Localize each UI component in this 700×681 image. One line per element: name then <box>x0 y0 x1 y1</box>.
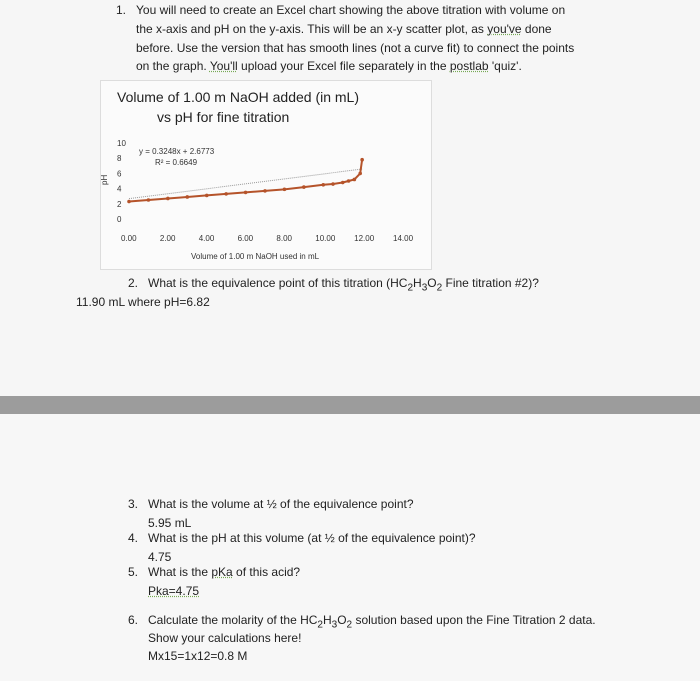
divider-band <box>0 396 700 414</box>
data-point <box>147 198 151 202</box>
q3-number: 3. <box>128 497 139 511</box>
data-point <box>263 189 267 193</box>
q2-answer: 11.90 mL where pH=6.82 <box>76 295 210 309</box>
q1-line2: the x-axis and pH on the y-axis. This will be an x-y scatter plot, as you've done <box>136 22 552 36</box>
y-tick-label: 4 <box>117 184 122 194</box>
q4-number: 4. <box>128 531 139 545</box>
r-squared: R² = 0.6649 <box>155 158 198 167</box>
data-point <box>358 172 362 176</box>
x-tick-label: 4.00 <box>198 234 215 243</box>
y-tick-label: 6 <box>117 169 122 179</box>
q1-line4: on the graph. You'll upload your Excel file separately in the postlab 'quiz'. <box>136 59 522 73</box>
q4-question: What is the pH at this volume (at ½ of the equivalence point)? <box>148 531 476 545</box>
q1-line3: before. Use the version that has smooth lines (not a curve fit) to connect the points <box>136 41 575 55</box>
q5-number: 5. <box>128 565 139 579</box>
q5-question: What is the pKa of this acid? <box>148 565 301 579</box>
y-tick-label: 2 <box>117 199 122 209</box>
data-point <box>347 179 351 183</box>
q2-question: What is the equivalence point of this titration ($HC_2H_3O_2$ Fine titration #2)? <box>148 276 539 294</box>
q6-answer: Mx15=1x12=0.8 M <box>148 649 248 663</box>
data-point <box>321 183 325 187</box>
q5-answer: Pka=4.75 <box>148 584 200 598</box>
data-point <box>166 197 170 201</box>
y-axis-label: pH <box>100 174 109 185</box>
y-tick-label: 8 <box>117 154 122 164</box>
data-point <box>341 181 345 185</box>
x-tick-label: 14.00 <box>393 234 414 243</box>
data-point <box>127 200 131 204</box>
x-tick-label: 2.00 <box>159 234 176 243</box>
bottom-panel <box>0 414 700 681</box>
q1-line1: You will need to create an Excel chart showing the above titration with volume on <box>136 3 566 17</box>
q1-number: 1. <box>116 3 127 17</box>
q3-question: What is the volume at ½ of the equivalence point? <box>148 497 414 511</box>
youve-link: you've <box>487 22 522 36</box>
chart-title-line2: vs pH for fine titration <box>157 109 290 125</box>
data-point <box>244 191 248 195</box>
x-tick-label: 12.00 <box>354 234 375 243</box>
q2-number: 2. <box>128 276 139 290</box>
q6-line2: Show your calculations here! <box>148 631 302 645</box>
data-point <box>205 194 209 198</box>
x-tick-label: 6.00 <box>237 234 254 243</box>
titration-chart <box>100 80 432 270</box>
data-point <box>185 195 189 199</box>
data-point <box>353 178 357 182</box>
trendline-equation: y = 0.3248x + 2.6773 <box>139 147 215 156</box>
x-tick-label: 10.00 <box>315 234 336 243</box>
chart-title-line1: Volume of 1.00 m NaOH added (in mL) <box>117 89 360 105</box>
x-axis-label: Volume of 1.00 m NaOH used in mL <box>191 252 320 261</box>
data-point <box>331 182 335 186</box>
x-tick-label: 8.00 <box>276 234 293 243</box>
q4-answer: 4.75 <box>148 550 172 564</box>
data-point <box>283 188 287 192</box>
y-tick-label: 0 <box>117 215 122 224</box>
q3-answer: 5.95 mL <box>148 516 192 530</box>
y-tick-label: 10 <box>117 139 126 148</box>
data-point <box>360 158 364 162</box>
data-point <box>224 192 228 196</box>
q6-number: 6. <box>128 613 139 627</box>
q6-question: Calculate the molarity of the $HC_2H_3O_2$ solution based upon the Fine Titration 2 data. <box>148 613 596 631</box>
data-point <box>302 185 306 189</box>
x-tick-label: 0.00 <box>121 234 137 243</box>
chart-svg <box>101 81 431 269</box>
